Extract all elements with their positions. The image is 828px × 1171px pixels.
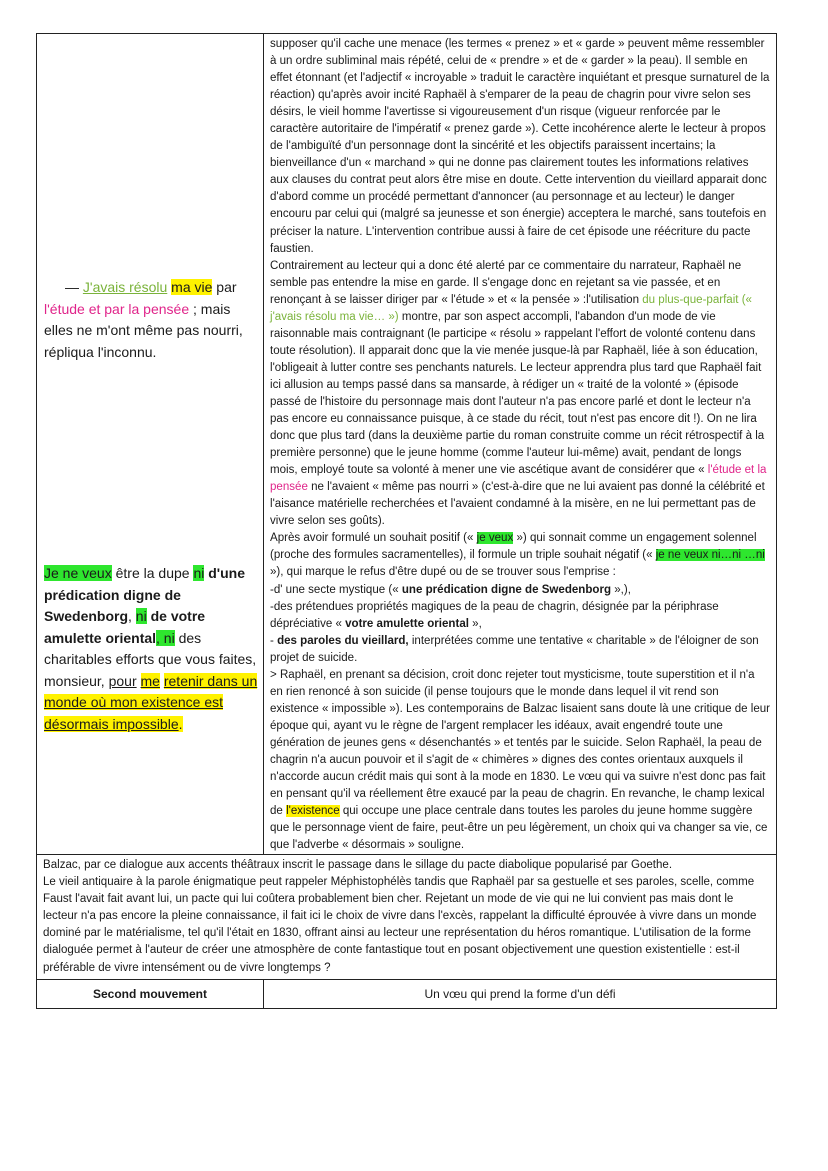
quote1-pink-text: l'étude et par la pensée — [44, 300, 190, 317]
quote1-part-e: ; mais elles ne m'ont même pas nourri, répliqua l'inconnu. — [44, 300, 243, 360]
p2-plus-que-parfait: du plus-que-parfait (« j'avais résolu ma vie… ») — [270, 293, 752, 323]
l3-text-a: - — [270, 634, 278, 647]
commentary-paragraph-2 — [270, 258, 770, 531]
l2-text-c: », — [468, 617, 482, 630]
quote2-retenir: retenir dans un monde où mon existence est désormais impossible — [44, 672, 258, 732]
quote2-ni-3: , ni — [156, 629, 175, 646]
quote2-amulette: de votre amulette oriental — [44, 608, 206, 646]
p4-existence: l'existence — [286, 805, 340, 818]
commentary-paragraph-3 — [270, 530, 770, 581]
quote1-highlight: ma vie — [171, 279, 213, 295]
p2-text-e: ne l'avaient « même pas nourri » (c'est-à-dire que ne lui avaient pas donné la célébrité et l'aisance matérielle recherchées et l'avaient condamné à la misère, en ne lui permettant pas de vivre selon ses goûts). — [270, 481, 765, 528]
quote2-ni-1: ni — [193, 565, 205, 581]
quote2-me: me — [140, 672, 160, 689]
section-header-row — [37, 979, 777, 1008]
p2-text-a: Contrairement au lecteur qui a donc été alerté par ce commentaire du narrateur, Raphaël ne semble pas entendre la mise en garde. Il s'engage donc en rejetant sa vie passée, et en renonçant à se laisser diriger par « l'étude » et « la pensée » :l'utilisation — [270, 259, 742, 306]
quote1-part-c: par — [212, 279, 237, 295]
commentary-paragraph-1: supposer qu'il cache une menace (les termes « prenez » et « garde » peuvent même ressembler à un ordre subliminal mais répété, celui de « prendre » et de « garder » la peau). Il semble en effet étonnant (et l'adjectif « incroyable » traduit le caractère inquiétant et presque surnaturel de la réaction) qu'après avoir incité Raphaël à s'emparer de la peau de chagrin pour vivre selon ses désirs, le vieil homme l'avertisse si vigoureusement d'un risque (vigueur renforcée par le caractère autoritaire de l'impératif « prenez garde »). Cette incohérence alerte le lecteur à propos de l'ambiguïté d'un personnage dont la sincérité et les objectifs paraissent incertains; la bienveillance d'un « marchand » qui ne donne pas clairement toutes les informations relatives aux clauses du contrat peut alors être mise en doute. Cette intervention du vieillard apparait donc d'abord comme un procédé permettant d'annoncer (au personnage et au lecteur) le danger encouru par celui qui (malgré sa jeunesse et son énergie) acceptera le marché, sans toutefois en préciser la nature. L'intervention contribue aussi à faire de cet épisode une réécriture du pacte faustien. — [270, 38, 770, 255]
section-label: Second mouvement — [37, 979, 264, 1008]
p4-text-c: qui occupe une place centrale dans toutes les paroles du jeune homme suggère que le personnage vient de faire, peut-être un peu légèrement, un choix qui va changer sa vie, ce que l'adverbe « désormais » souligne. — [270, 805, 768, 852]
quote-block-2 — [44, 563, 259, 735]
list-item-secte — [270, 582, 770, 599]
analysis-table — [36, 33, 777, 1009]
quote-dash: — — [65, 279, 83, 295]
quote2-part-b: être la dupe — [111, 565, 194, 581]
l1-text-a: -d' une secte mystique (« — [270, 583, 402, 596]
p3-je-ne-veux: je ne veux ni…ni …ni — [655, 549, 765, 562]
p3-text-e: »), qui marque le refus d'être dupé ou de se trouver sous l'emprise : — [270, 566, 616, 579]
commentary-paragraph-4 — [270, 667, 770, 855]
quote2-ni-2: ni — [135, 608, 147, 624]
conclusion-paragraph: Le vieil antiquaire à la parole énigmatique peut rappeler Méphistophélès tandis que Raphaël par sa gestuelle et ses paroles, scelle, comme Faust l'avait fait avant lui, un pacte qui lui coûtera probablement bien cher. Rejetant un mode de vie qui ne lui convient pas mais dont le lecteur n'a pas encore la pleine connaissance, il fait ici le choix de vivre dans l'excès, rappelant la difficulté éprouvée à vivre dans un monde dominé par le matérialisme, tel qu'il l'était en 1830, offrant ainsi au lecteur une représentation du héros romantique. L'utilisation de la forme dialoguée permet à l'auteur de créer une atmosphère de conte fantastique tout en posant objectivement une question existentielle : est-il préférable de vivre intensément ou de vivre longtemps ? — [43, 876, 757, 974]
conclusion-row — [37, 855, 777, 979]
conclusion-line-1: Balzac, par ce dialogue aux accents théâtraux inscrit le passage dans le sillage du pacte diabolique popularisé par Goethe. — [43, 859, 673, 872]
p2-text-c: montre, par son aspect accompli, l'abandon d'un mode de vie raisonnable mais contraignant (le participe « résolu » rappelant l'effort de volonté contenu dans toute résolution). Il apparait donc que la vie menée jusque-là par Raphaël, liée à son éducation, l'obligeait à lutter contre ses penchants naturels. Le lecteur apprendra plus tard que Raphaël fait ici allusion au temps passé dans sa mansarde, à rédiger un « traité de la volonté » (épisode passé de l'histoire du personnage mais dont l'auteur n'a pas encore parlé et dont le lecteur n'a pas encore eu connaissance puisque, à ce stade du récit, tout n'est pas encore dit !). On ne lira donc que plus tard (dans la deuxième partie du roman construite comme un récit rétrospectif à la première personne) que le jeune homme (comme l'auteur lui-même) avait, pendant de longs mois, employé toute sa volonté à mener une vie ascétique avant de considérer que « — [270, 310, 765, 477]
list-item-paroles — [270, 633, 770, 667]
quote2-period: . — [178, 715, 183, 732]
quote2-je-ne-veux: Je ne veux — [44, 565, 112, 581]
quote-column — [37, 34, 264, 855]
quote2-swedenborg: d'une prédication digne de Swedenborg — [44, 565, 246, 624]
quote-block-1 — [44, 277, 259, 363]
conclusion-cell — [37, 855, 777, 979]
section-title: Un vœu qui prend la forme d'un défi — [264, 979, 777, 1008]
p3-text-c: ») qui sonnait comme un engagement solennel (proche des formules sacramentelles), il formule un triple souhait négatif (« — [270, 532, 757, 562]
l3-text-c: interprétées comme une tentative « charitable » de l'éloigner de son projet de suicide. — [270, 634, 759, 664]
quote2-comma: , — [128, 608, 136, 624]
quote2-charitables: des charitables efforts que vous faites, monsieur, — [44, 629, 257, 689]
p3-je-veux: je veux — [476, 532, 514, 545]
analysis-table-container — [36, 33, 777, 1009]
analysis-row — [37, 34, 777, 855]
l1-swedenborg: une prédication digne de Swedenborg — [401, 583, 612, 596]
p4-text-a: > Raphaël, en prenant sa décision, croit donc rejeter tout mysticisme, toute superstition et il n'a en rien renoncé à son suicide (il pense toujours que le monde dans lequel il vit rend son existence « impossible »). Les contemporains de Balzac lisaient sans doute là une critique de leur époque qui, ayant vu le règne de l'argent remplacer les idéaux, avait engendré toute une génération de jeunes gens « désenchantés » et tentés par le suicide. Selon Raphaël, la peau de chagrin n'a aucun pouvoir et il s'agit de « chimères » dignes des contes orientaux auxquels il n'accorde aucun crédit mais qui sont à la mode en 1830. Le vœu qui va suivre n'est donc pas fait en pensant qu'il va réellement être exaucé par la peau de chagrin. En revanche, le champ lexical de — [270, 668, 771, 818]
list-item-amulette — [270, 599, 770, 633]
p2-etude-pensee: l'étude et la pensée — [270, 464, 767, 494]
l2-text-a: -des prétendues propriétés magiques de la peau de chagrin, désignée par la périphrase dépréciative « — [270, 600, 719, 630]
commentary-column — [264, 34, 777, 855]
l3-paroles: des paroles du vieillard, — [277, 634, 409, 647]
l1-text-c: »,), — [611, 583, 631, 596]
quote2-pour: pour — [108, 672, 137, 689]
p3-text-a: Après avoir formulé un souhait positif (« — [270, 532, 477, 545]
quote1-part-a: J'avais résolu — [82, 279, 168, 295]
l2-amulette: votre amulette oriental — [345, 617, 469, 630]
quote2-space-1 — [137, 673, 141, 689]
